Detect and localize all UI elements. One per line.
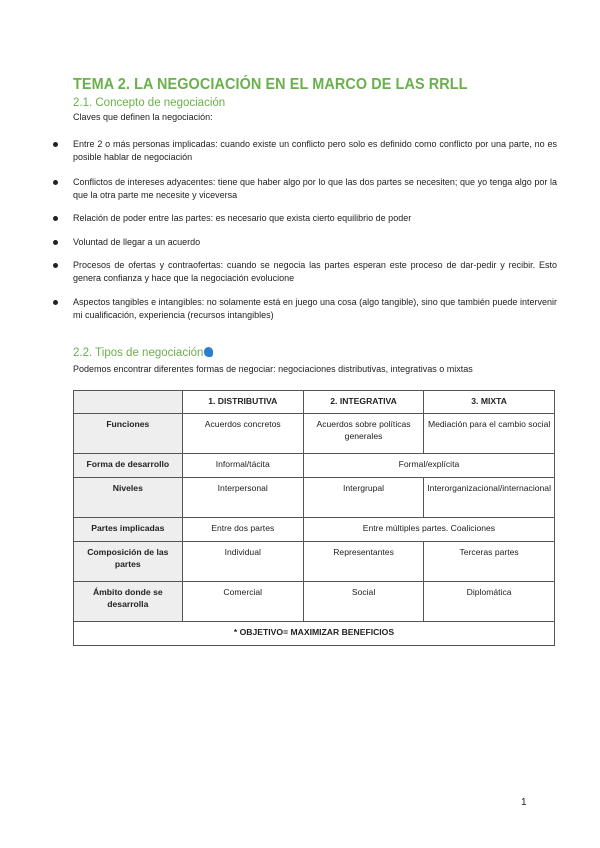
table-corner-cell	[74, 391, 183, 414]
table-cell: Terceras partes	[424, 542, 555, 582]
section-heading-tipos	[73, 347, 213, 359]
table-cell: Interpersonal	[182, 478, 303, 518]
list-item: Voluntad de llegar a un acuerdo	[73, 237, 201, 247]
table-row	[74, 478, 555, 518]
section-intro-claves: Claves que definen la negociación:	[73, 112, 213, 122]
bullet-marker	[53, 216, 58, 221]
bullet-marker	[53, 300, 58, 305]
list-item: Conflictos de intereses adyacentes: tiene que haber algo por lo que las dos partes se necesiten; que yo tenga algo por la que la otra parte me necesite y viceversa	[73, 177, 557, 200]
list-item: Aspectos tangibles e intangibles: no solamente está en juego una cosa (algo tangible), sino que también puede intervenir mi cualificación, experiencia (recursos intangibles)	[73, 297, 557, 320]
section-intro-tipos: Podemos encontrar diferentes formas de negociar: negociaciones distributivas, integrativas o mixtas	[73, 364, 473, 374]
table-cell: Intergrupal	[303, 478, 423, 518]
column-header-mixta: 3. MIXTA	[424, 391, 555, 414]
negotiation-types-table	[73, 390, 555, 646]
table-row	[74, 582, 555, 622]
table-cell: Representantes	[303, 542, 423, 582]
column-header-integrativa: 2. INTEGRATIVA	[303, 391, 423, 414]
table-cell: Entre dos partes	[182, 518, 303, 542]
table-cell: Informal/tácita	[182, 454, 303, 478]
row-header-composicion: Composición de las partes	[74, 542, 183, 582]
table-cell: Acuerdos concretos	[182, 414, 303, 454]
table-cell: Interorganizacional/internacional	[424, 478, 555, 518]
bullet-marker	[53, 142, 58, 147]
column-header-distributiva: 1. DISTRIBUTIVA	[182, 391, 303, 414]
table-cell: Comercial	[182, 582, 303, 622]
page-title: TEMA 2. LA NEGOCIACIÓN EN EL MARCO DE LAS RRLL	[73, 76, 468, 93]
speaking-head-icon	[204, 347, 213, 357]
table-cell: Individual	[182, 542, 303, 582]
row-header-forma: Forma de desarrollo	[74, 454, 183, 478]
table-footer-objetivo: * OBJETIVO= MAXIMIZAR BENEFICIOS	[74, 622, 555, 646]
table-row	[74, 542, 555, 582]
list-item: Entre 2 o más personas implicadas: cuando existe un conflicto pero solo es definido como conflicto por una parte, no es posible hablar de negociación	[73, 139, 557, 162]
list-item: Procesos de ofertas y contraofertas: cuando se negocia las partes esperan este proceso de dar-pedir y recibir. Esto genera confianza y hace que la negociación evolucione	[73, 260, 557, 283]
table-cell: Diplomática	[424, 582, 555, 622]
table-header-row	[74, 391, 555, 414]
table-cell: Acuerdos sobre políticas generales	[303, 414, 423, 454]
table-cell: Mediación para el cambio social	[424, 414, 555, 454]
bullet-marker	[53, 263, 58, 268]
table-row	[74, 518, 555, 542]
table-row	[74, 454, 555, 478]
table-row	[74, 414, 555, 454]
row-header-partes: Partes implicadas	[74, 518, 183, 542]
list-item: Relación de poder entre las partes: es necesario que exista cierto equilibrio de poder	[73, 213, 412, 223]
table-cell-merged: Entre múltiples partes. Coaliciones	[303, 518, 554, 542]
section-heading-tipos-label: 2.2. Tipos de negociación	[73, 347, 204, 359]
row-header-ambito: Ámbito donde se desarrolla	[74, 582, 183, 622]
section-heading-concepto: 2.1. Concepto de negociación	[73, 97, 226, 109]
table-cell-merged: Formal/explícita	[303, 454, 554, 478]
row-header-niveles: Niveles	[74, 478, 183, 518]
table-footer-row	[74, 622, 555, 646]
bullet-marker	[53, 240, 58, 245]
bullet-marker	[53, 180, 58, 185]
table-cell: Social	[303, 582, 423, 622]
row-header-funciones: Funciones	[74, 414, 183, 454]
page-number: 1	[521, 797, 527, 808]
